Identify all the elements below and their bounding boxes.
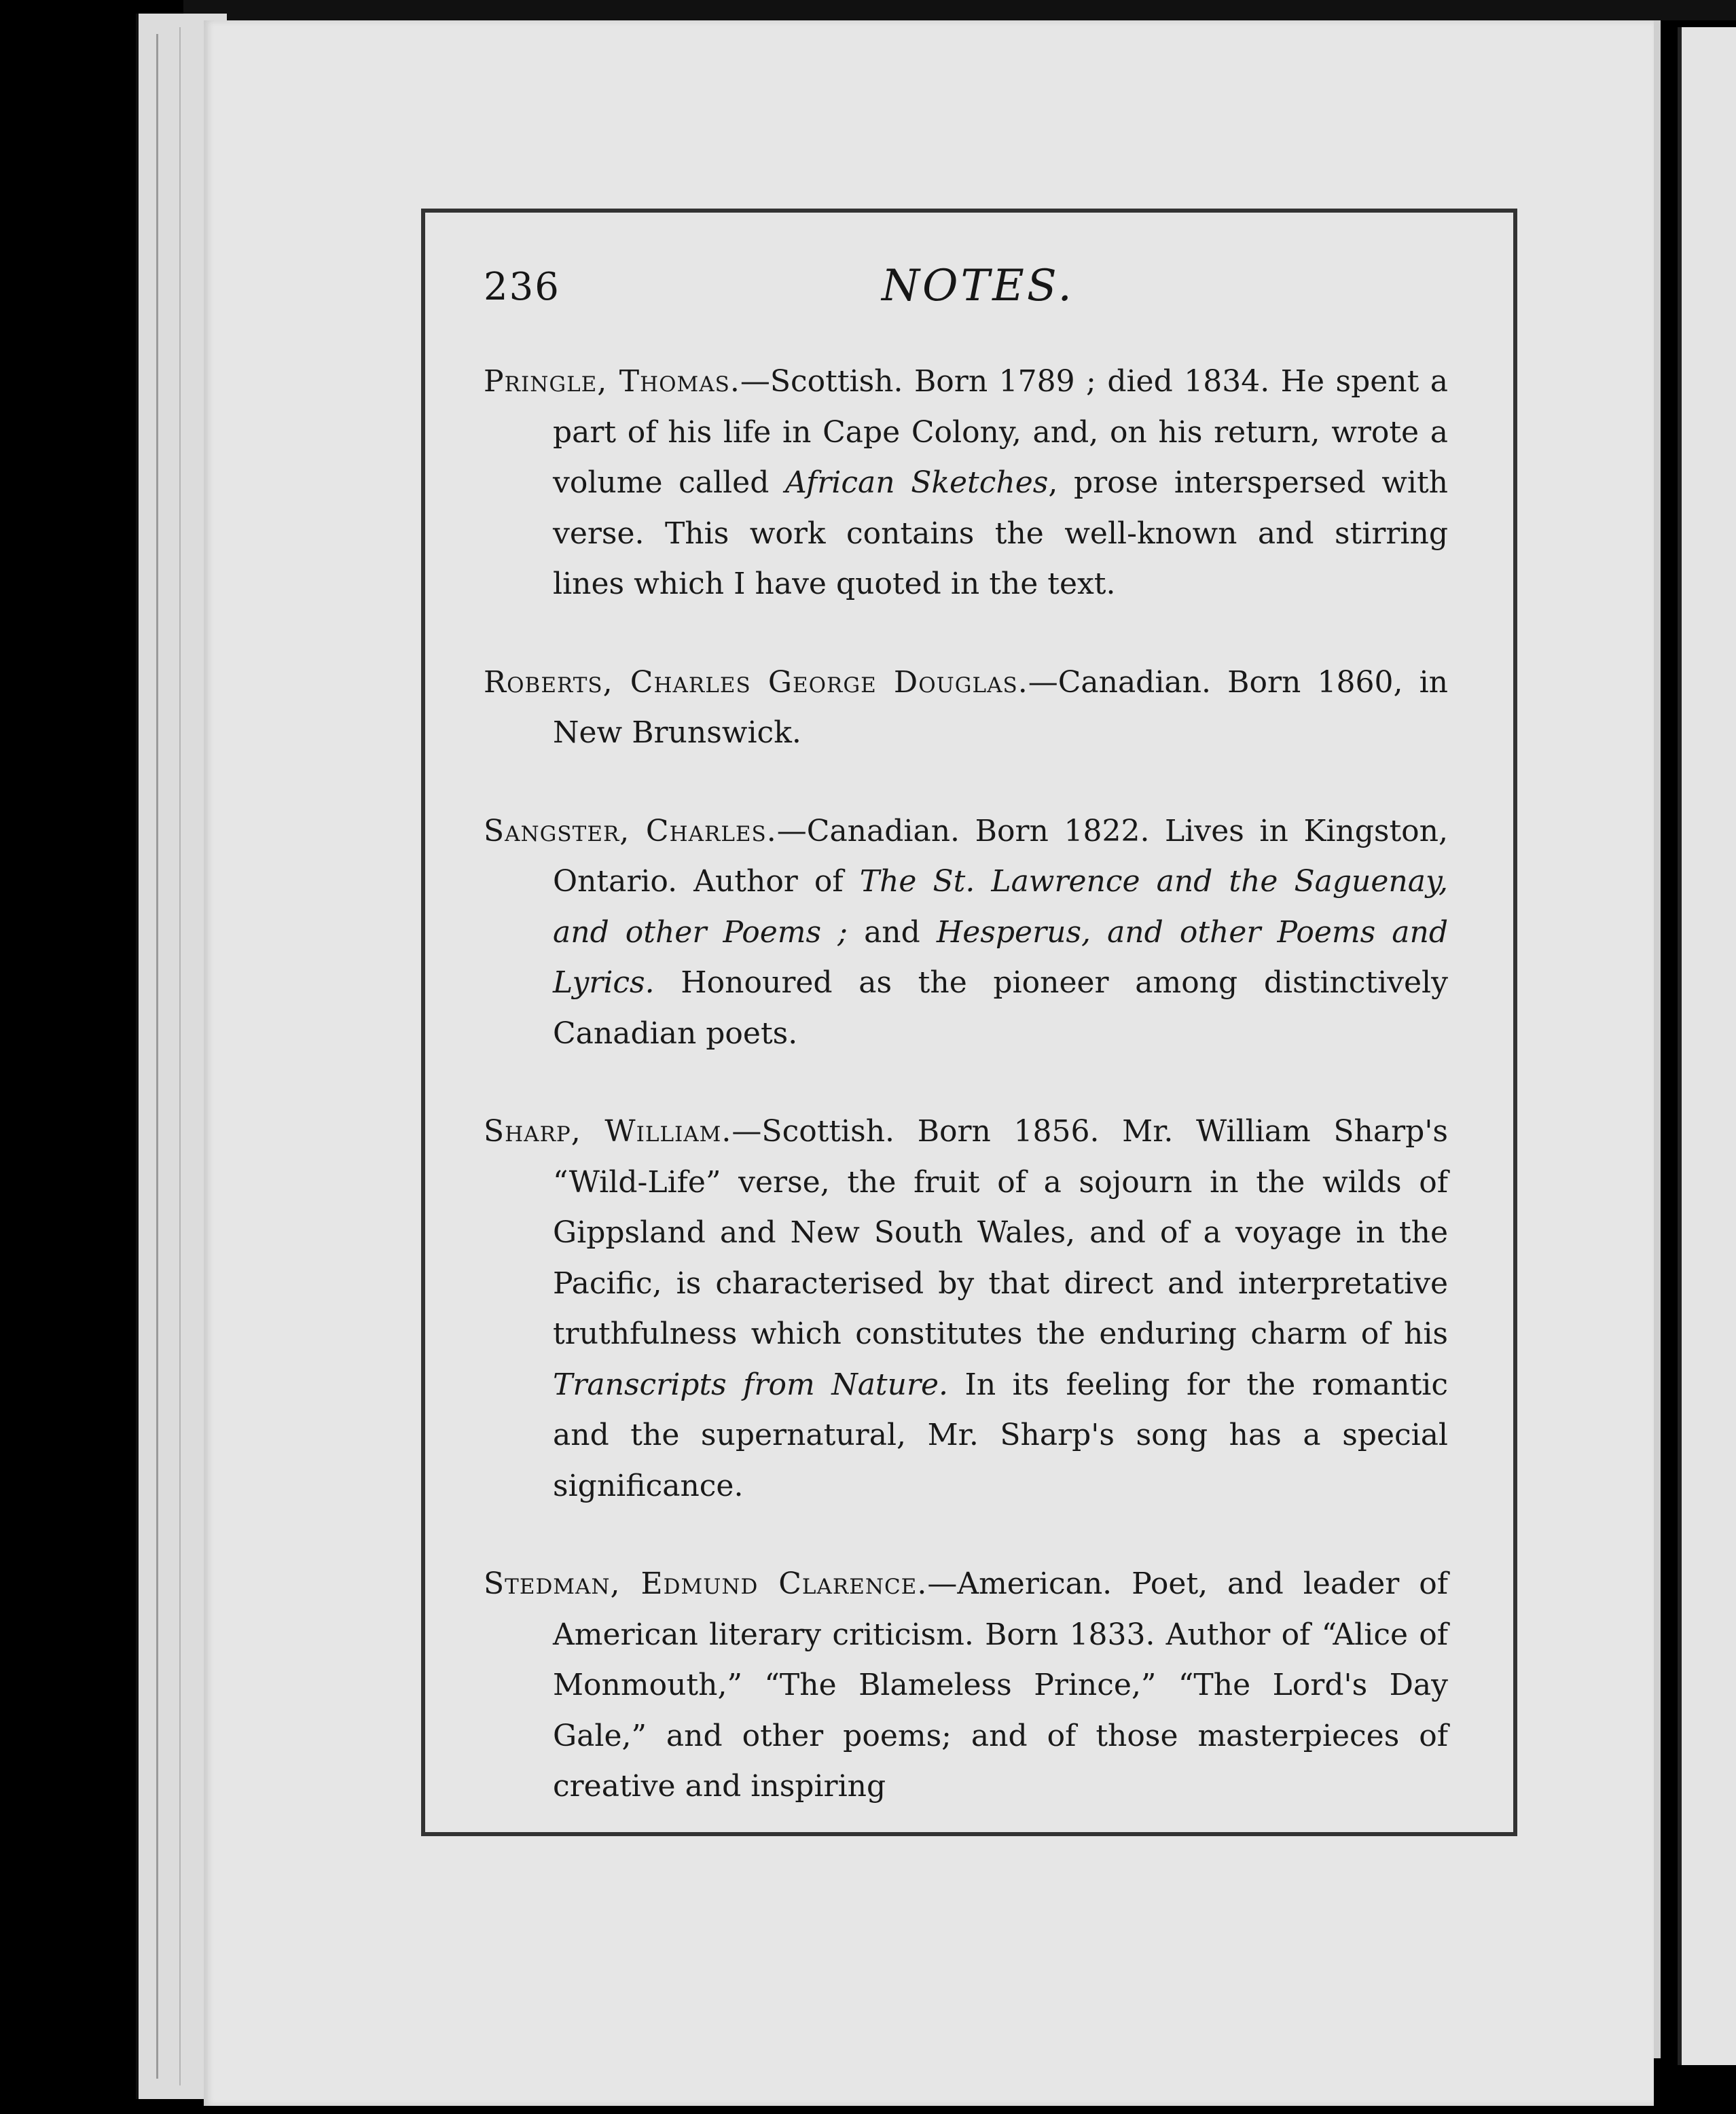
running-head-title: NOTES. bbox=[882, 261, 1074, 311]
note-entry bbox=[484, 658, 1448, 759]
note-entry bbox=[484, 806, 1448, 1060]
entry-title-italic: The St. Lawrence and the Saguenay, and other Poems ; bbox=[553, 864, 1448, 950]
entry-text: —Canadian. Born 1822. Lives in Kingston, Ontario. Author of bbox=[553, 813, 1448, 899]
scan-top-shadow bbox=[183, 0, 1736, 20]
page-number: 236 bbox=[484, 265, 560, 309]
note-entry bbox=[484, 1559, 1448, 1812]
note-entry bbox=[484, 1107, 1448, 1511]
entry-heading: Stedman, Edmund Clarence. bbox=[484, 1566, 928, 1601]
entry-heading: Sangster, Charles. bbox=[484, 813, 777, 848]
entry-text: —Scottish. Born 1789 ; died 1834. He spent a part of his life in Cape Colony, and, on his return, wrote a volume called bbox=[553, 364, 1448, 500]
running-head bbox=[484, 261, 1455, 326]
entry-text: In its feeling for the romantic and the supernatural, Mr. Sharp's song has a special significance. bbox=[553, 1367, 1448, 1503]
facing-page-edge bbox=[1678, 27, 1736, 2065]
notes-list bbox=[484, 357, 1448, 1860]
entry-text: , prose interspersed with verse. This work contains the well-known and stirring lines which I have quoted in the text. bbox=[553, 465, 1449, 601]
entry-title-italic: Transcripts from Nature. bbox=[553, 1367, 948, 1402]
entry-heading: Roberts, Charles George Douglas. bbox=[484, 664, 1028, 700]
note-entry bbox=[484, 357, 1448, 610]
entry-heading: Sharp, William. bbox=[484, 1114, 732, 1149]
entry-text: —Canadian. Born 1860, in New Brunswick. bbox=[553, 664, 1448, 750]
entry-title-italic: Hesperus, and other Poems and Lyrics. bbox=[553, 914, 1448, 1000]
entry-text: and bbox=[848, 914, 937, 950]
entry-title-italic: African Sketches bbox=[784, 465, 1049, 500]
entry-text: —American. Poet, and leader of American literary criticism. Born 1833. Author of “Alice of Monmouth,” “The Blameless Prince,” “The Lord's Day Gale,” and other poems; and of those masterpieces of creative and inspiring bbox=[553, 1566, 1449, 1804]
entry-text: —Scottish. Born 1856. Mr. William Sharp's “Wild-Life” verse, the fruit of a sojourn in the wilds of Gippsland and New South Wales, and of a voyage in the Pacific, is characterised by that direct and interpretative truthfulness which constitutes the enduring charm of his bbox=[553, 1114, 1448, 1351]
entry-heading: Pringle, Thomas. bbox=[484, 364, 740, 399]
page-fore-edge bbox=[1654, 20, 1661, 2058]
entry-text: Honoured as the pioneer among distinctively Canadian poets. bbox=[553, 965, 1448, 1051]
